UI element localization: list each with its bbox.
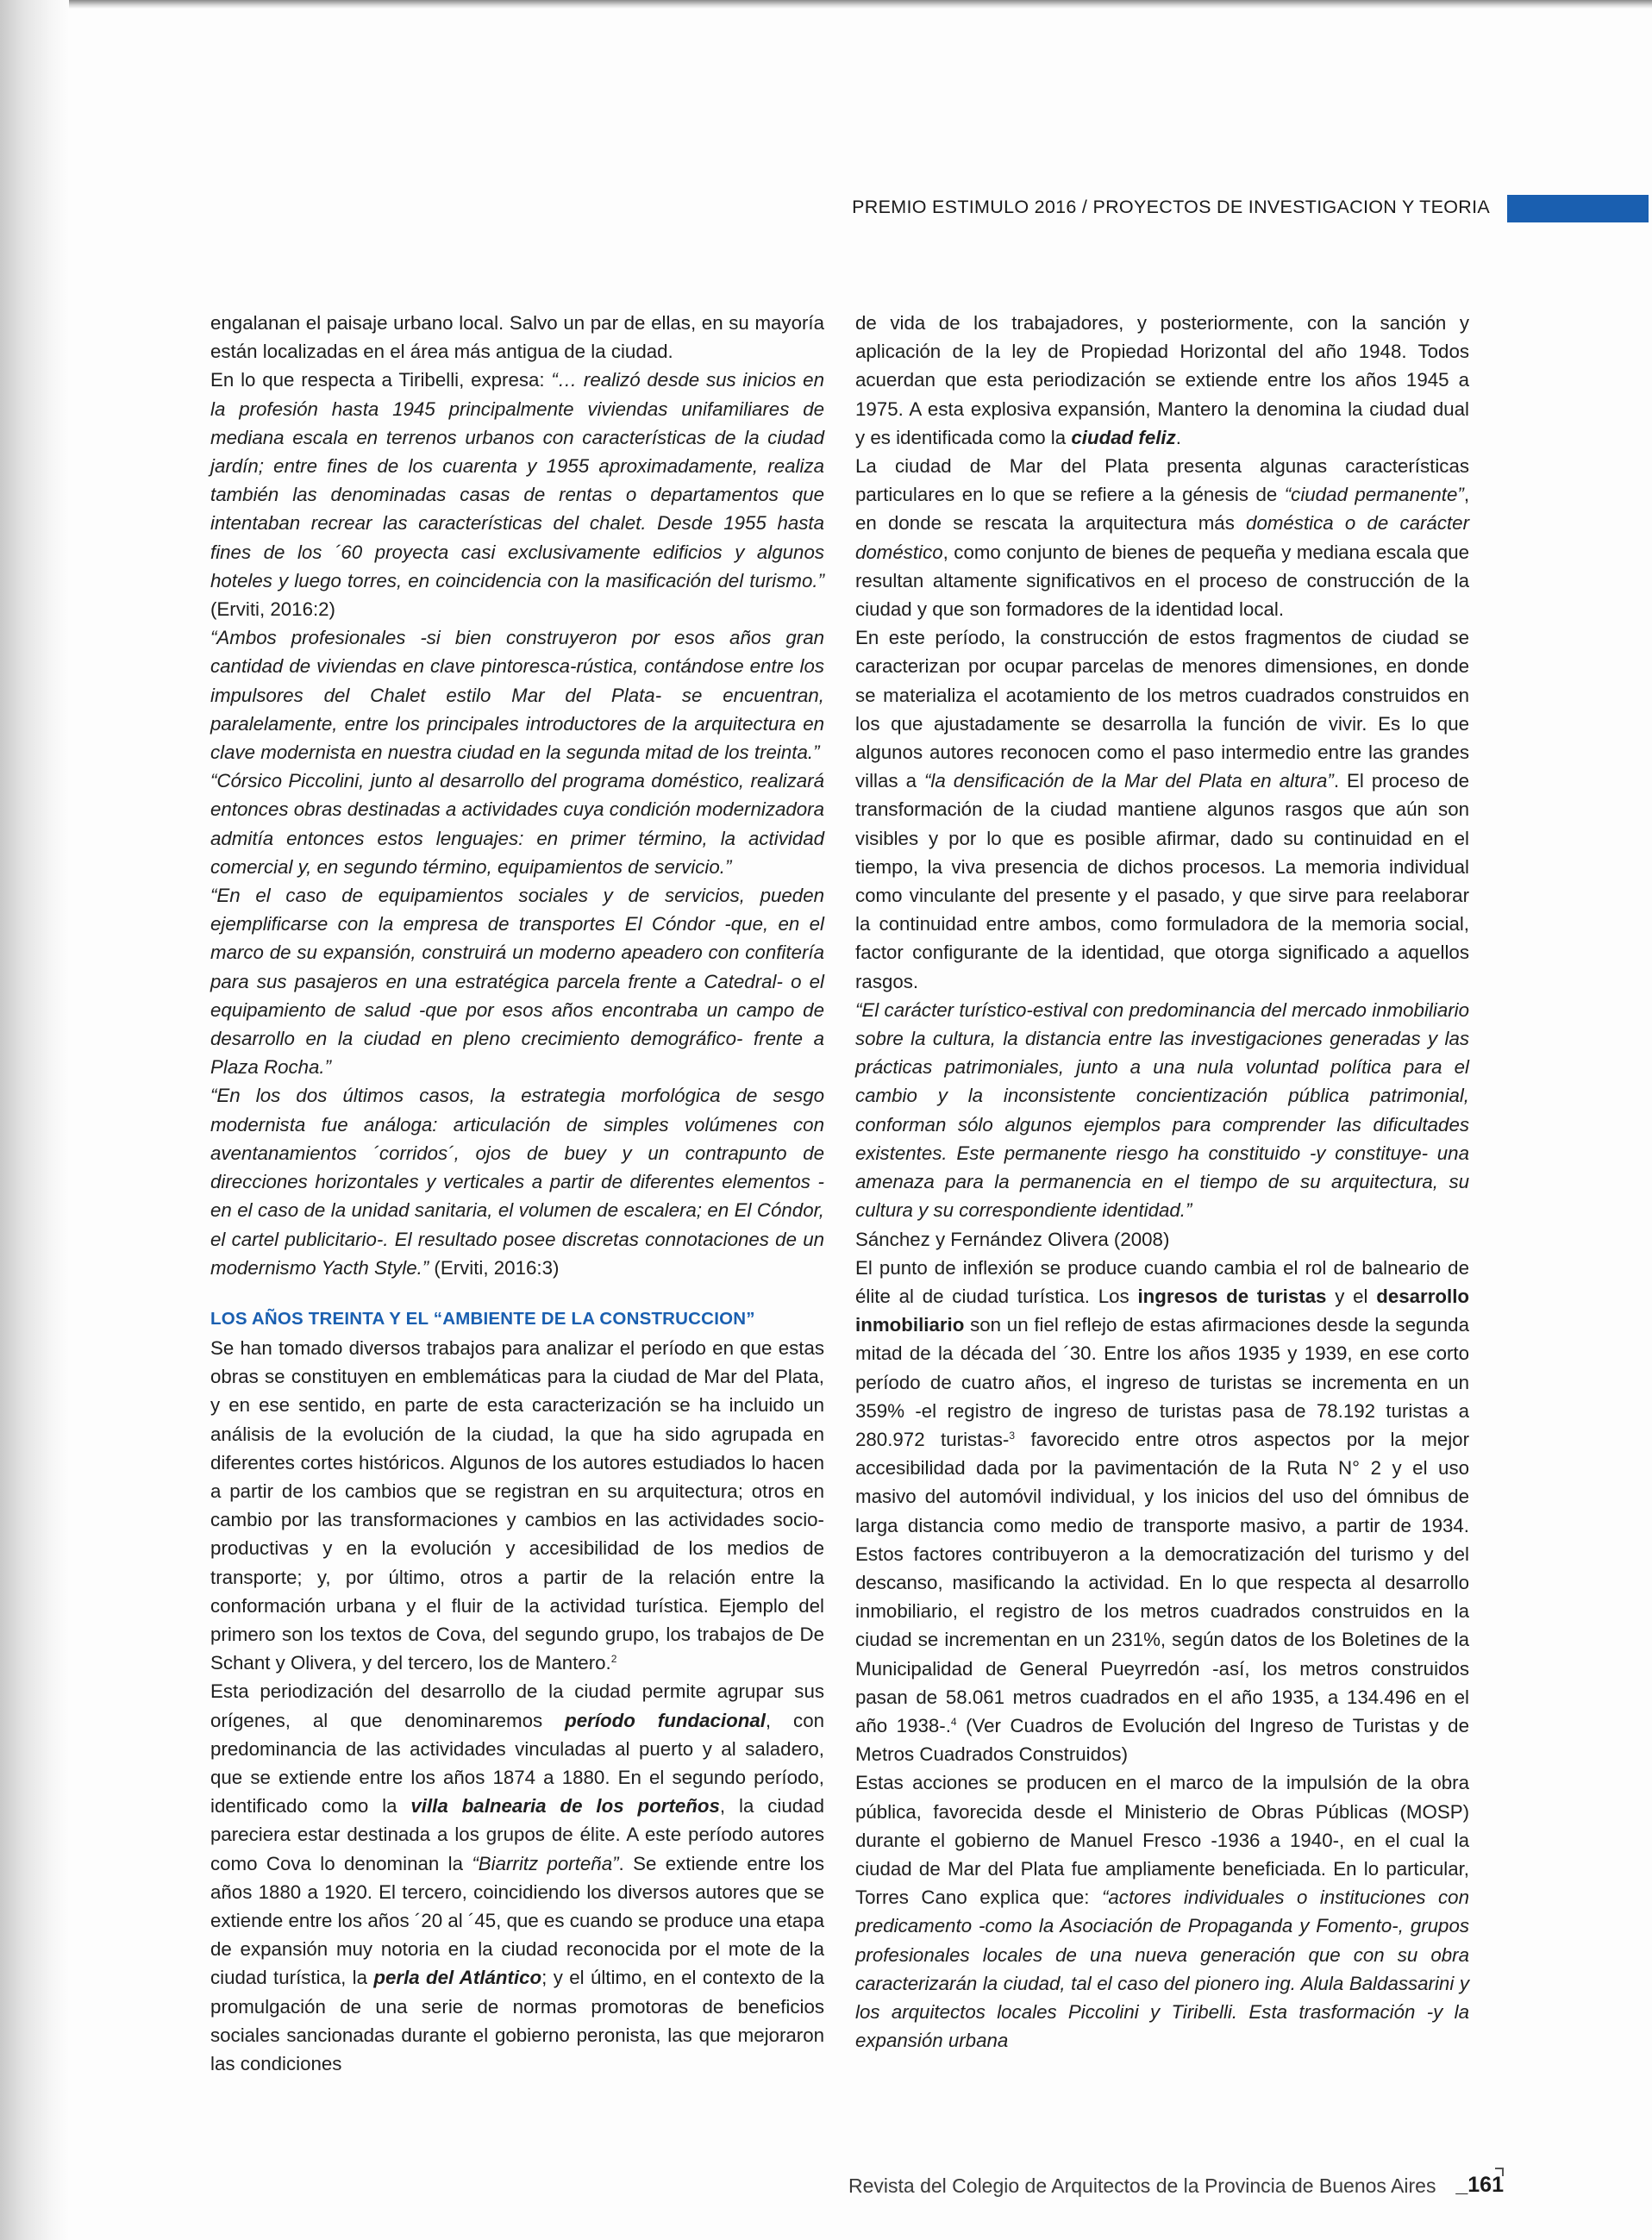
- paragraph-periodization: Esta periodización del desarrollo de la ciudad permite agrupar sus orígenes, al que denominaremos período fundacional, con predominancia de las actividades vinculadas al puerto y al saladero, que se extiende entre los años 1874 a 1880. En el segundo período, identificado como la villa balnearia de los porteños, la ciudad pareciera estar destinada a los grupos de élite. A este período autores como Cova lo denominan la “Biarritz porteña”. Se extiende entre los años 1880 a 1920. El tercero, coincidiendo los diversos autores que se extiende entre los años ´20 al ´45, que es cuando se produce una etapa de expansión muy notoria en la ciudad reconocida por el mote de la ciudad turística, la perla del Atlántico; y el último, en el contexto de la promulgación de una serie de normas promotoras de beneficios sociales sancionadas durante el gobierno peronista, las que mejoraron las condiciones: [210, 1680, 825, 2074]
- paragraph: La ciudad de Mar del Plata presenta algunas características particulares en lo que se refiere a la génesis de “ciudad permanente”, en donde se rescata la arquitectura más doméstica o de carácter doméstico, como conjunto de bienes de pequeña y mediana escala que resultan altamente significativos en el proceso de construcción de la ciudad y que son formadores de la identidad local.: [855, 455, 1470, 621]
- section-heading: LOS AÑOS TREINTA Y EL “AMBIENTE DE LA CONSTRUCCION”: [210, 1308, 755, 1329]
- page-footer: [848, 2168, 1504, 2202]
- paragraph: Se han tomado diversos trabajos para analizar el período en que estas obras se constituyen en emblemáticas para la ciudad de Mar del Plata, y en ese sentido, en parte de esta caracterización se ha incluido un análisis de la evolución de la ciudad, la que ha sido agrupada en diferentes cortes históricos. Algunos de los autores estudiados lo hacen a partir de los cambios que se registran en su arquitectura; otros en cambio por las transformaciones y cambios en las actividades socio-productivas y en la evolución y accesibilidad de los medios de transporte; y, por último, otros a partir de la relación entre la conformación urbana y el fluir de la actividad turística. Ejemplo del primero son los textos de Cova, del segundo grupo, los trabajos de De Schant y Olivera, y del tercero, los de Mantero.$^2$: [210, 1336, 824, 1674]
- paragraph: Estas acciones se producen en el marco de la impulsión de la obra pública, favorecida desde el Ministerio de Obras Públicas (MOSP) durante el gobierno de Manuel Fresco -1936 a 1940-, en el cual la ciudad de Mar del Plata fue ampliamente beneficiada. En lo particular, Torres Cano explica que: “actores individuales o instituciones con predicamento -como la Asociación de Propaganda y Fomento-, grupos profesionales locales de una nueva generación que con su obra caracterizarán la ciudad, tal el caso del pionero ing. Alula Baldassarini y los arquitectos locales Piccolini y Tiribelli. Esta trasformación -y la expansión urbana: [855, 1772, 1469, 2052]
- left-column: [210, 309, 824, 2078]
- paragraph-tourism: El punto de inflexión se produce cuando cambia el rol de balneario de élite al de ciudad turística. Los ingresos de turistas y el desarrollo inmobiliario son un fiel reflejo de estas afirmaciones desde la segunda mitad de la década del ´30. Entre los años 1935 y 1939, en ese corto período de cuatro años, el ingreso de turistas se incrementa en un 359% -el registro de ingreso de turistas pasa de 78.192 turistas a 280.972 turistas-$^3$ favorecido entre otros aspectos por la mejor accesibilidad dada por la pavimentación de la Ruta N° 2 y el uso masivo del automóvil individual, y los inicios del uso del ómnibus de larga distancia como medio de transporte masivo, a partir de 1934. Estos factores contribuyeron a la democratización del turismo y del descanso, masificando la actividad. En lo que respecta al desarrollo inmobiliario, el registro de los metros cuadrados construidos en la ciudad se incrementan en un 231%, según datos de los Boletines de la Municipalidad de General Pueyrredón -así, los metros construidos pasan de 58.061 metros cuadrados en el año 1935, a 134.496 en el año 1938-.$^4$ (Ver Cuadros de Evolución del Ingreso de Turistas y de Metros Cuadrados Construidos): [855, 1256, 1470, 1766]
- quote: “En los dos últimos casos, la estrategia morfológica de sesgo modernista fue análoga: articulación de simples volúmenes con aventanamientos ´corridos´, ojos de buey y un contrapunto de direcciones horizontales y verticales a partir de diferentes elementos -en el caso de la unidad sanitaria, el volumen de escalera; en El Cóndor, el cartel publicitario-. El resultado posee discretas connotaciones de un modernismo Yacth Style.” (Erviti, 2016:3): [210, 1085, 824, 1279]
- quote: “Córsico Piccolini, junto al desarrollo del programa doméstico, realizará entonces obras destinadas a actividades cuya condición modernizadora admitía entonces estos lenguajes: en primer término, la actividad comercial y, en segundo término, equipamientos de servicio.”: [210, 770, 824, 878]
- footnote-ref: 4: [950, 1715, 957, 1728]
- quote-citation: Sánchez y Fernández Olivera (2008): [855, 1228, 1170, 1250]
- page-number-mark: [1495, 2168, 1504, 2176]
- footnote-ref: 3: [1009, 1429, 1016, 1442]
- paragraph: de vida de los trabajadores, y posteriormente, con la sanción y aplicación de la ley de Propiedad Horizontal del año 1948. Todos acuerdan que esta periodización se extiende entre los años 1945 a 1975. A esta explosiva expansión, Mantero la denomina la ciudad dual y es identificada como la ciudad feliz.: [855, 312, 1469, 448]
- quote: “En el caso de equipamientos sociales y de servicios, pueden ejemplificarse con la empresa de transportes El Cóndor -que, en el marco de su expansión, construirá un moderno apeadero con confitería para sus pasajeros en una estratégica parcela frente a Catedral- o el equipamiento de salud -que por esos años encontraba un campo de desarrollo en la ciudad en pleno crecimiento demográfico- frente a Plaza Rocha.”: [210, 885, 824, 1079]
- running-header: [845, 195, 1649, 226]
- book-spine-shadow: [0, 0, 69, 2240]
- page-number: _161: [1455, 2173, 1504, 2197]
- right-column: [855, 309, 1469, 2055]
- paragraph-tiribelli: En lo que respecta a Tiribelli, expresa: “… realizó desde sus inicios en la profesión hasta 1945 principalmente viviendas unifamiliares de mediana escala en terrenos urbanos con características de la ciudad jardín; entre fines de los cuarenta y 1955 aproximadamente, realiza también las denominadas casas de rentas o departamentos que intentaban recrear las características del chalet. Desde 1955 hasta fines de los ´60 proyecta casi exclusivamente edificios y algunos hoteles y luego torres, en coincidencia con la masificación del turismo.” (Erviti, 2016:2): [210, 369, 824, 621]
- quote: “El carácter turístico-estival con predominancia del mercado inmobiliario sobre la cultura, la distancia entre las investigaciones generadas y las prácticas patrimoniales, junto a una nula voluntad política para el cambio y la inconsistente concientización pública patrimonial, conforman sólo algunos ejemplos para comprender las dificultades existentes. Este permanente riesgo ha constituido -y constituye- una amenaza para la permanencia en el tiempo de su arquitectura, su cultura y su correspondiente identidad.”: [855, 998, 1469, 1222]
- journal-name: Revista del Colegio de Arquitectos de la Provincia de Buenos Aires: [848, 2174, 1436, 2197]
- page-top-edge: [0, 0, 1652, 9]
- paragraph: engalanan el paisaje urbano local. Salvo un par de ellas, en su mayoría están localizadas en el área más antigua de la ciudad.: [210, 312, 824, 363]
- header-accent-bar: [1507, 195, 1649, 222]
- quote: “Ambos profesionales -si bien construyeron por esos años gran cantidad de viviendas en clave pintoresca-rústica, contándose entre los impulsores del Chalet estilo Mar del Plata- se encuentran, paralelamente, entre los principales introductores de la arquitectura en clave modernista en nuestra ciudad en la segunda mitad de los treinta.”: [210, 627, 824, 764]
- running-title: PREMIO ESTIMULO 2016 / PROYECTOS DE INVESTIGACION Y TEORIA: [852, 197, 1490, 217]
- paragraph: En este período, la construcción de estos fragmentos de ciudad se caracterizan por ocupar parcelas de menores dimensiones, en donde se materializa el acotamiento de los metros cuadrados construidos en los que ajustadamente se desarrolla la función de vivir. Es lo que algunos autores reconocen como el paso intermedio entre las grandes villas a “la densificación de la Mar del Plata en altura”. El proceso de transformación de la ciudad mantiene algunos rasgos que aún son visibles y por lo que es posible afirmar, dado su continuidad en el tiempo, la viva presencia de dichos procesos. La memoria individual como vinculante del presente y el pasado, y que sirve para reelaborar la continuidad entre ambos, como formuladora de la memoria social, factor configurante de la identidad, que otorga significado a aquellos rasgos.: [855, 627, 1469, 992]
- footnote-ref: 2: [610, 1653, 617, 1666]
